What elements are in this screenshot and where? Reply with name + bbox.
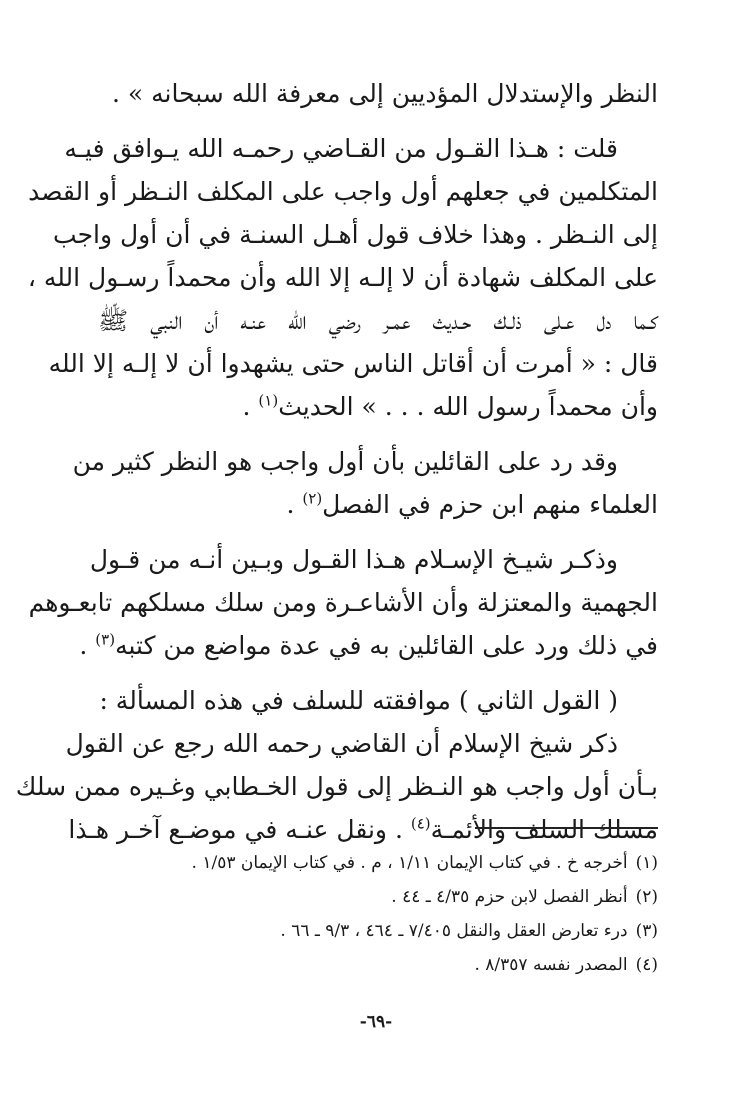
footnote-item [98,948,658,982]
line-tail: . [242,392,259,421]
section-heading: ( القول الثاني ) موافقته للسلف في هذه المسألة : [99,686,618,715]
footnote-number: (٢) [635,887,658,907]
footnote-number: (٣) [635,921,658,941]
paragraph-1 [98,72,658,115]
footnote-ref: (٣) [95,630,116,649]
main-text [15,72,658,851]
text-line: كـما دل عـلى ذلـك حـديث عمـر رضي الله عنـه أن النبي ﷺ [98,306,658,335]
text-line [68,808,658,851]
paragraph-3 [72,440,658,526]
paragraph-4 [28,538,658,667]
footnotes [98,846,658,982]
text-line [98,385,658,428]
footnote-text: أخرجه خ . في كتاب الإيمان ١/١١ ، م . في كتاب الإيمان ١/٥٣ . [191,853,628,873]
text-line: الجهمية والمعتزلة وأن الأشاعـرة ومن سلك مسلكهم تابعـوهم [28,588,658,617]
line-tail: . ونقل عنـه في موضـع آخـر هـذا [68,815,411,844]
text-line: بـأن أول واجب هو النـظر إلى قول الخـطابي وغـيره ممن سلك [15,772,658,801]
paragraph-5 [15,679,658,851]
line-tail: . [79,631,96,660]
footnote-number: (٤) [635,955,658,975]
text-line: ذكر شيخ الإسلام أن القاضي رحمه الله رجع عن القول [65,729,618,758]
footnote-text: أنظر الفصل لابن حزم ٤/٣٥ ـ ٤٤ . [391,887,628,907]
line-tail: . [286,490,303,519]
line-text: في ذلك ورد على القائلين به في عدة مواضع من كتبه [115,631,658,660]
text-line: قلت : هـذا القـول من القـاضي رحمـه الله يـوافق فيـه [64,134,618,163]
text-line [98,483,658,526]
footnote-item [98,914,658,948]
text-line: على المكلف شهادة أن لا إلـه إلا الله وأن محمداً رسـول الله ، [27,263,658,292]
page-number: -٦٩- [359,1012,393,1032]
line-text: وأن محمداً رسول الله . . . » الحديث [278,392,658,421]
text-line: النظر والإستدلال المؤديين إلى معرفة الله سبحانه » . [112,79,658,108]
footnote-item [98,880,658,914]
footnote-text: درء تعارض العقل والنقل ٧/٤٠٥ ـ ٤٦٤ ، ٩/٣ ـ ٦٦ . [280,921,628,941]
footnote-ref: (١) [258,391,279,410]
text-line [79,624,658,667]
footnote-ref: (٢) [302,489,323,508]
text-line: وقد رد على القائلين بأن أول واجب هو النظر كثير من [72,447,618,476]
line-text: العلماء منهم ابن حزم في الفصل [322,490,658,519]
text-line: قال : « أمرت أن أقاتل الناس حتى يشهدوا أن لا إلـه إلا الله [48,349,658,378]
footnote-divider [475,827,658,829]
text-line: وذكـر شيـخ الإسـلام هـذا القـول وبـين أنـه من قـول [89,545,618,574]
line-text: مسلك السلف والأئمـة [430,815,658,844]
text-line: المتكلمين في جعلهم أول واجب على المكلف النـظر أو القصد [28,177,658,206]
footnote-item [98,846,658,880]
footnote-ref: (٤) [410,814,431,833]
footnote-text: المصدر نفسه ٨/٣٥٧ . [474,955,628,975]
text-line: إلى النـظر . وهذا خلاف قول أهـل السنـة في أن أول واجب [53,220,658,249]
paragraph-2 [27,127,658,428]
footnote-number: (١) [635,853,658,873]
